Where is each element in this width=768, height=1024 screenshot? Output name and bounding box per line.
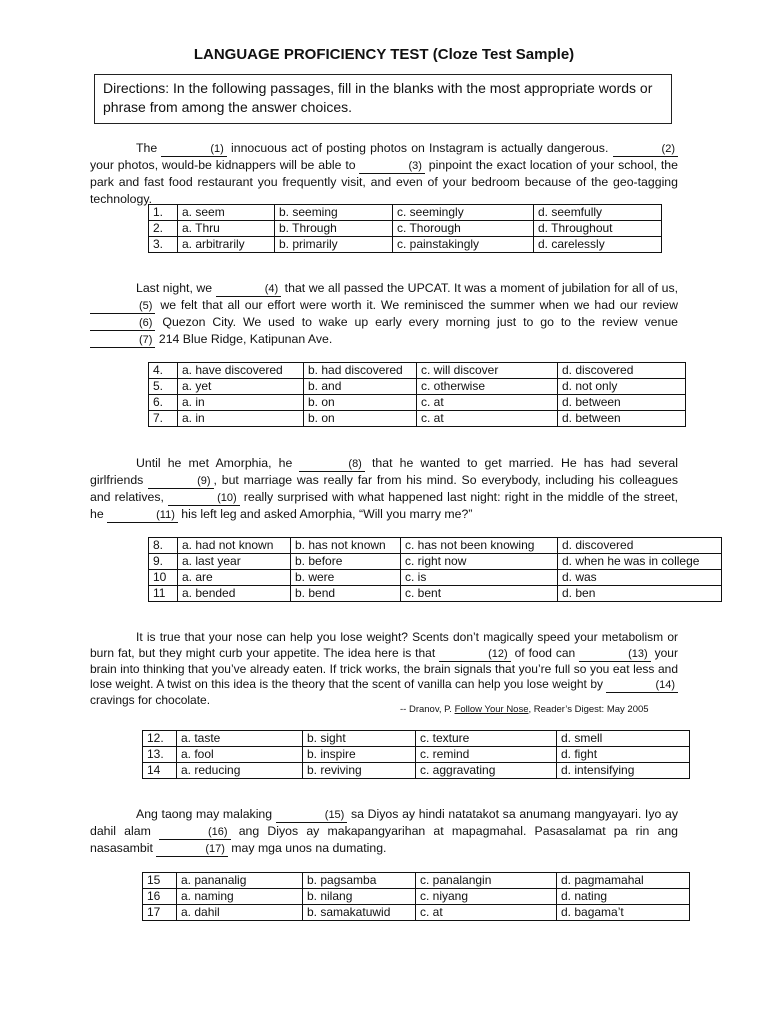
answer-choice[interactable]: b. primarily xyxy=(275,237,393,253)
option-row xyxy=(149,237,662,253)
answer-choice[interactable]: d. nating xyxy=(557,889,690,905)
answer-choice[interactable]: c. is xyxy=(401,570,558,586)
answer-choice[interactable]: a. are xyxy=(178,570,291,586)
answer-choice[interactable]: d. smell xyxy=(557,731,690,747)
option-row xyxy=(149,538,722,554)
answer-choice[interactable]: d. pagmamahal xyxy=(557,873,690,889)
answer-choice[interactable]: a. Thru xyxy=(178,221,275,237)
answer-choice[interactable]: d. bagama’t xyxy=(557,905,690,921)
blank-4[interactable]: (4) xyxy=(216,283,281,297)
answer-choice[interactable]: c. has not been knowing xyxy=(401,538,558,554)
option-row xyxy=(149,363,686,379)
answer-choice[interactable]: b. bend xyxy=(291,586,401,602)
answer-choice[interactable]: b. on xyxy=(304,411,417,427)
answer-choice[interactable]: a. fool xyxy=(177,747,303,763)
answer-choice[interactable]: b. and xyxy=(304,379,417,395)
passage-5: Ang taong may malaking (15) sa Diyos ay hindi natatakot sa anumang mangyayari. Iyo ay dahil alam (16) ang Diyos ay makapangyarihan at mapagmahal. Pasasalamat pa rin ang nasasambit (17) may mga unos na dumating. xyxy=(90,807,678,855)
item-number: 11 xyxy=(149,586,178,602)
option-row xyxy=(149,379,686,395)
item-number: 4. xyxy=(149,363,178,379)
blank-12[interactable]: (12) xyxy=(439,648,511,662)
blank-16[interactable]: (16) xyxy=(159,826,231,840)
answer-choice[interactable]: d. carelessly xyxy=(534,237,662,253)
answer-choice[interactable]: d. fight xyxy=(557,747,690,763)
item-number: 10 xyxy=(149,570,178,586)
option-row xyxy=(143,731,690,747)
blank-9[interactable]: (9) xyxy=(148,475,213,489)
answer-choice[interactable]: a. arbitrarily xyxy=(178,237,275,253)
answer-choice[interactable]: b. has not known xyxy=(291,538,401,554)
answer-choice[interactable]: c. at xyxy=(417,395,558,411)
answer-choice[interactable]: d. seemfully xyxy=(534,205,662,221)
options-table-5 xyxy=(142,872,690,921)
answer-choice[interactable]: c. texture xyxy=(416,731,557,747)
answer-choice[interactable]: b. pagsamba xyxy=(303,873,416,889)
answer-choice[interactable]: a. had not known xyxy=(178,538,291,554)
passage-2: Last night, we (4) that we all passed the UPCAT. It was a moment of jubilation for all of us, (5) we felt that all our effort were worth it. We reminisced the summer when we had our review (6) Quezon City. We used to wake up early every morning just to go to the review venue (7) 214 Blue Ridge, Katipunan Ave. xyxy=(90,280,678,348)
item-number: 13. xyxy=(143,747,177,763)
option-row xyxy=(149,205,662,221)
blank-5[interactable]: (5) xyxy=(90,300,155,314)
answer-choice[interactable]: b. were xyxy=(291,570,401,586)
item-number: 5. xyxy=(149,379,178,395)
option-row xyxy=(149,554,722,570)
item-number: 6. xyxy=(149,395,178,411)
blank-1[interactable]: (1) xyxy=(161,143,226,157)
answer-choice[interactable]: c. panalangin xyxy=(416,873,557,889)
answer-choice[interactable]: d. was xyxy=(558,570,722,586)
blank-10[interactable]: (10) xyxy=(168,492,240,506)
answer-choice[interactable]: d. Throughout xyxy=(534,221,662,237)
blank-6[interactable]: (6) xyxy=(90,317,155,331)
answer-choice[interactable]: a. dahil xyxy=(177,905,303,921)
blank-14[interactable]: (14) xyxy=(606,679,678,693)
answer-choice[interactable]: a. have discovered xyxy=(178,363,304,379)
answer-choice[interactable]: d. when he was in college xyxy=(558,554,722,570)
answer-choice[interactable]: b. Through xyxy=(275,221,393,237)
answer-choice[interactable]: a. taste xyxy=(177,731,303,747)
answer-choice[interactable]: c. right now xyxy=(401,554,558,570)
option-row xyxy=(149,411,686,427)
option-row xyxy=(143,889,690,905)
item-number: 9. xyxy=(149,554,178,570)
answer-choice[interactable]: c. at xyxy=(417,411,558,427)
answer-choice[interactable]: a. in xyxy=(178,411,304,427)
answer-choice[interactable]: c. otherwise xyxy=(417,379,558,395)
options-table-4 xyxy=(142,730,690,779)
answer-choice[interactable]: d. intensifying xyxy=(557,763,690,779)
answer-choice[interactable]: c. remind xyxy=(416,747,557,763)
answer-choice[interactable]: a. pananalig xyxy=(177,873,303,889)
answer-choice[interactable]: b. on xyxy=(304,395,417,411)
options-table-3 xyxy=(148,537,722,602)
item-number: 15 xyxy=(143,873,177,889)
answer-choice[interactable]: d. not only xyxy=(558,379,686,395)
item-number: 3. xyxy=(149,237,178,253)
answer-choice[interactable]: b. before xyxy=(291,554,401,570)
answer-choice[interactable]: a. reducing xyxy=(177,763,303,779)
answer-choice[interactable]: d. between xyxy=(558,395,686,411)
blank-17[interactable]: (17) xyxy=(156,843,228,857)
answer-choice[interactable]: a. in xyxy=(178,395,304,411)
answer-choice[interactable]: b. inspire xyxy=(303,747,416,763)
option-row xyxy=(149,221,662,237)
answer-choice[interactable]: a. last year xyxy=(178,554,291,570)
blank-13[interactable]: (13) xyxy=(579,648,651,662)
answer-choice[interactable]: b. reviving xyxy=(303,763,416,779)
answer-choice[interactable]: c. will discover xyxy=(417,363,558,379)
passage-1: The (1) innocuous act of posting photos on Instagram is actually dangerous. (2) your photos, would-be kidnappers will be able to (3) pinpoint the exact location of your school, the park and fast food restaurant you frequently visit, and even of your bedroom because of the geo-tagging technology. xyxy=(90,141,678,206)
passage-4: It is true that your nose can help you lose weight? Scents don’t magically speed your metabolism or burn fat, but they might curb your appetite. The idea here is that (12) of food can (13) your brain into thinking that you’ve already eaten. If trick works, the brain signals that you’re full so you eat less and lose weight. A twist on this idea is the theory that the scent of vanilla can help you lose weight by (14) cravings for chocolate. xyxy=(90,630,678,707)
answer-choice[interactable]: d. ben xyxy=(558,586,722,602)
answer-choice[interactable]: c. Thorough xyxy=(393,221,534,237)
citation: -- Dranov, P. Follow Your Nose, Reader’s Digest: May 2005 xyxy=(400,704,649,715)
answer-choice[interactable]: a. bended xyxy=(178,586,291,602)
page-title: LANGUAGE PROFICIENCY TEST (Cloze Test Sample) xyxy=(193,46,575,63)
answer-choice[interactable]: c. painstakingly xyxy=(393,237,534,253)
answer-choice[interactable]: c. bent xyxy=(401,586,558,602)
item-number: 14 xyxy=(143,763,177,779)
item-number: 12. xyxy=(143,731,177,747)
answer-choice[interactable]: b. samakatuwid xyxy=(303,905,416,921)
blank-2[interactable]: (2) xyxy=(613,143,678,157)
answer-choice[interactable]: b. seeming xyxy=(275,205,393,221)
option-row xyxy=(143,873,690,889)
blank-15[interactable]: (15) xyxy=(276,809,348,823)
option-row xyxy=(149,586,722,602)
answer-choice[interactable]: d. discovered xyxy=(558,538,722,554)
option-row xyxy=(143,763,690,779)
option-row xyxy=(143,747,690,763)
item-number: 2. xyxy=(149,221,178,237)
answer-choice[interactable]: c. aggravating xyxy=(416,763,557,779)
answer-choice[interactable]: b. sight xyxy=(303,731,416,747)
answer-choice[interactable]: a. yet xyxy=(178,379,304,395)
answer-choice[interactable]: b. nilang xyxy=(303,889,416,905)
item-number: 1. xyxy=(149,205,178,221)
blank-11[interactable]: (11) xyxy=(107,509,178,523)
options-table-2 xyxy=(148,362,686,427)
item-number: 16 xyxy=(143,889,177,905)
answer-choice[interactable]: d. between xyxy=(558,411,686,427)
option-row xyxy=(149,395,686,411)
option-row xyxy=(149,570,722,586)
answer-choice[interactable]: d. discovered xyxy=(558,363,686,379)
passage-3: Until he met Amorphia, he (8) that he wanted to get married. He has had several girlfriends (9) , but marriage was really far from his mind. So everybody, including his colleagues and relatives, (10) really surprised with what happened last night: right in the middle of the street, he (11) his left leg and asked Amorphia, “Will you marry me?” xyxy=(90,456,678,521)
item-number: 8. xyxy=(149,538,178,554)
answer-choice[interactable]: c. niyang xyxy=(416,889,557,905)
options-table-1 xyxy=(148,204,662,253)
item-number: 17 xyxy=(143,905,177,921)
blank-8[interactable]: (8) xyxy=(299,458,364,472)
citation-title: Follow Your Nose xyxy=(454,704,529,715)
answer-choice[interactable]: c. at xyxy=(416,905,557,921)
directions-box: Directions: In the following passages, fill in the blanks with the most appropriate words or phrase from among the answer choices. xyxy=(94,74,672,124)
answer-choice[interactable]: a. naming xyxy=(177,889,303,905)
option-row xyxy=(143,905,690,921)
answer-choice[interactable]: b. had discovered xyxy=(304,363,417,379)
blank-7[interactable]: (7) xyxy=(90,334,155,348)
answer-choice[interactable]: c. seemingly xyxy=(393,205,534,221)
item-number: 7. xyxy=(149,411,178,427)
answer-choice[interactable]: a. seem xyxy=(178,205,275,221)
blank-3[interactable]: (3) xyxy=(359,160,424,174)
